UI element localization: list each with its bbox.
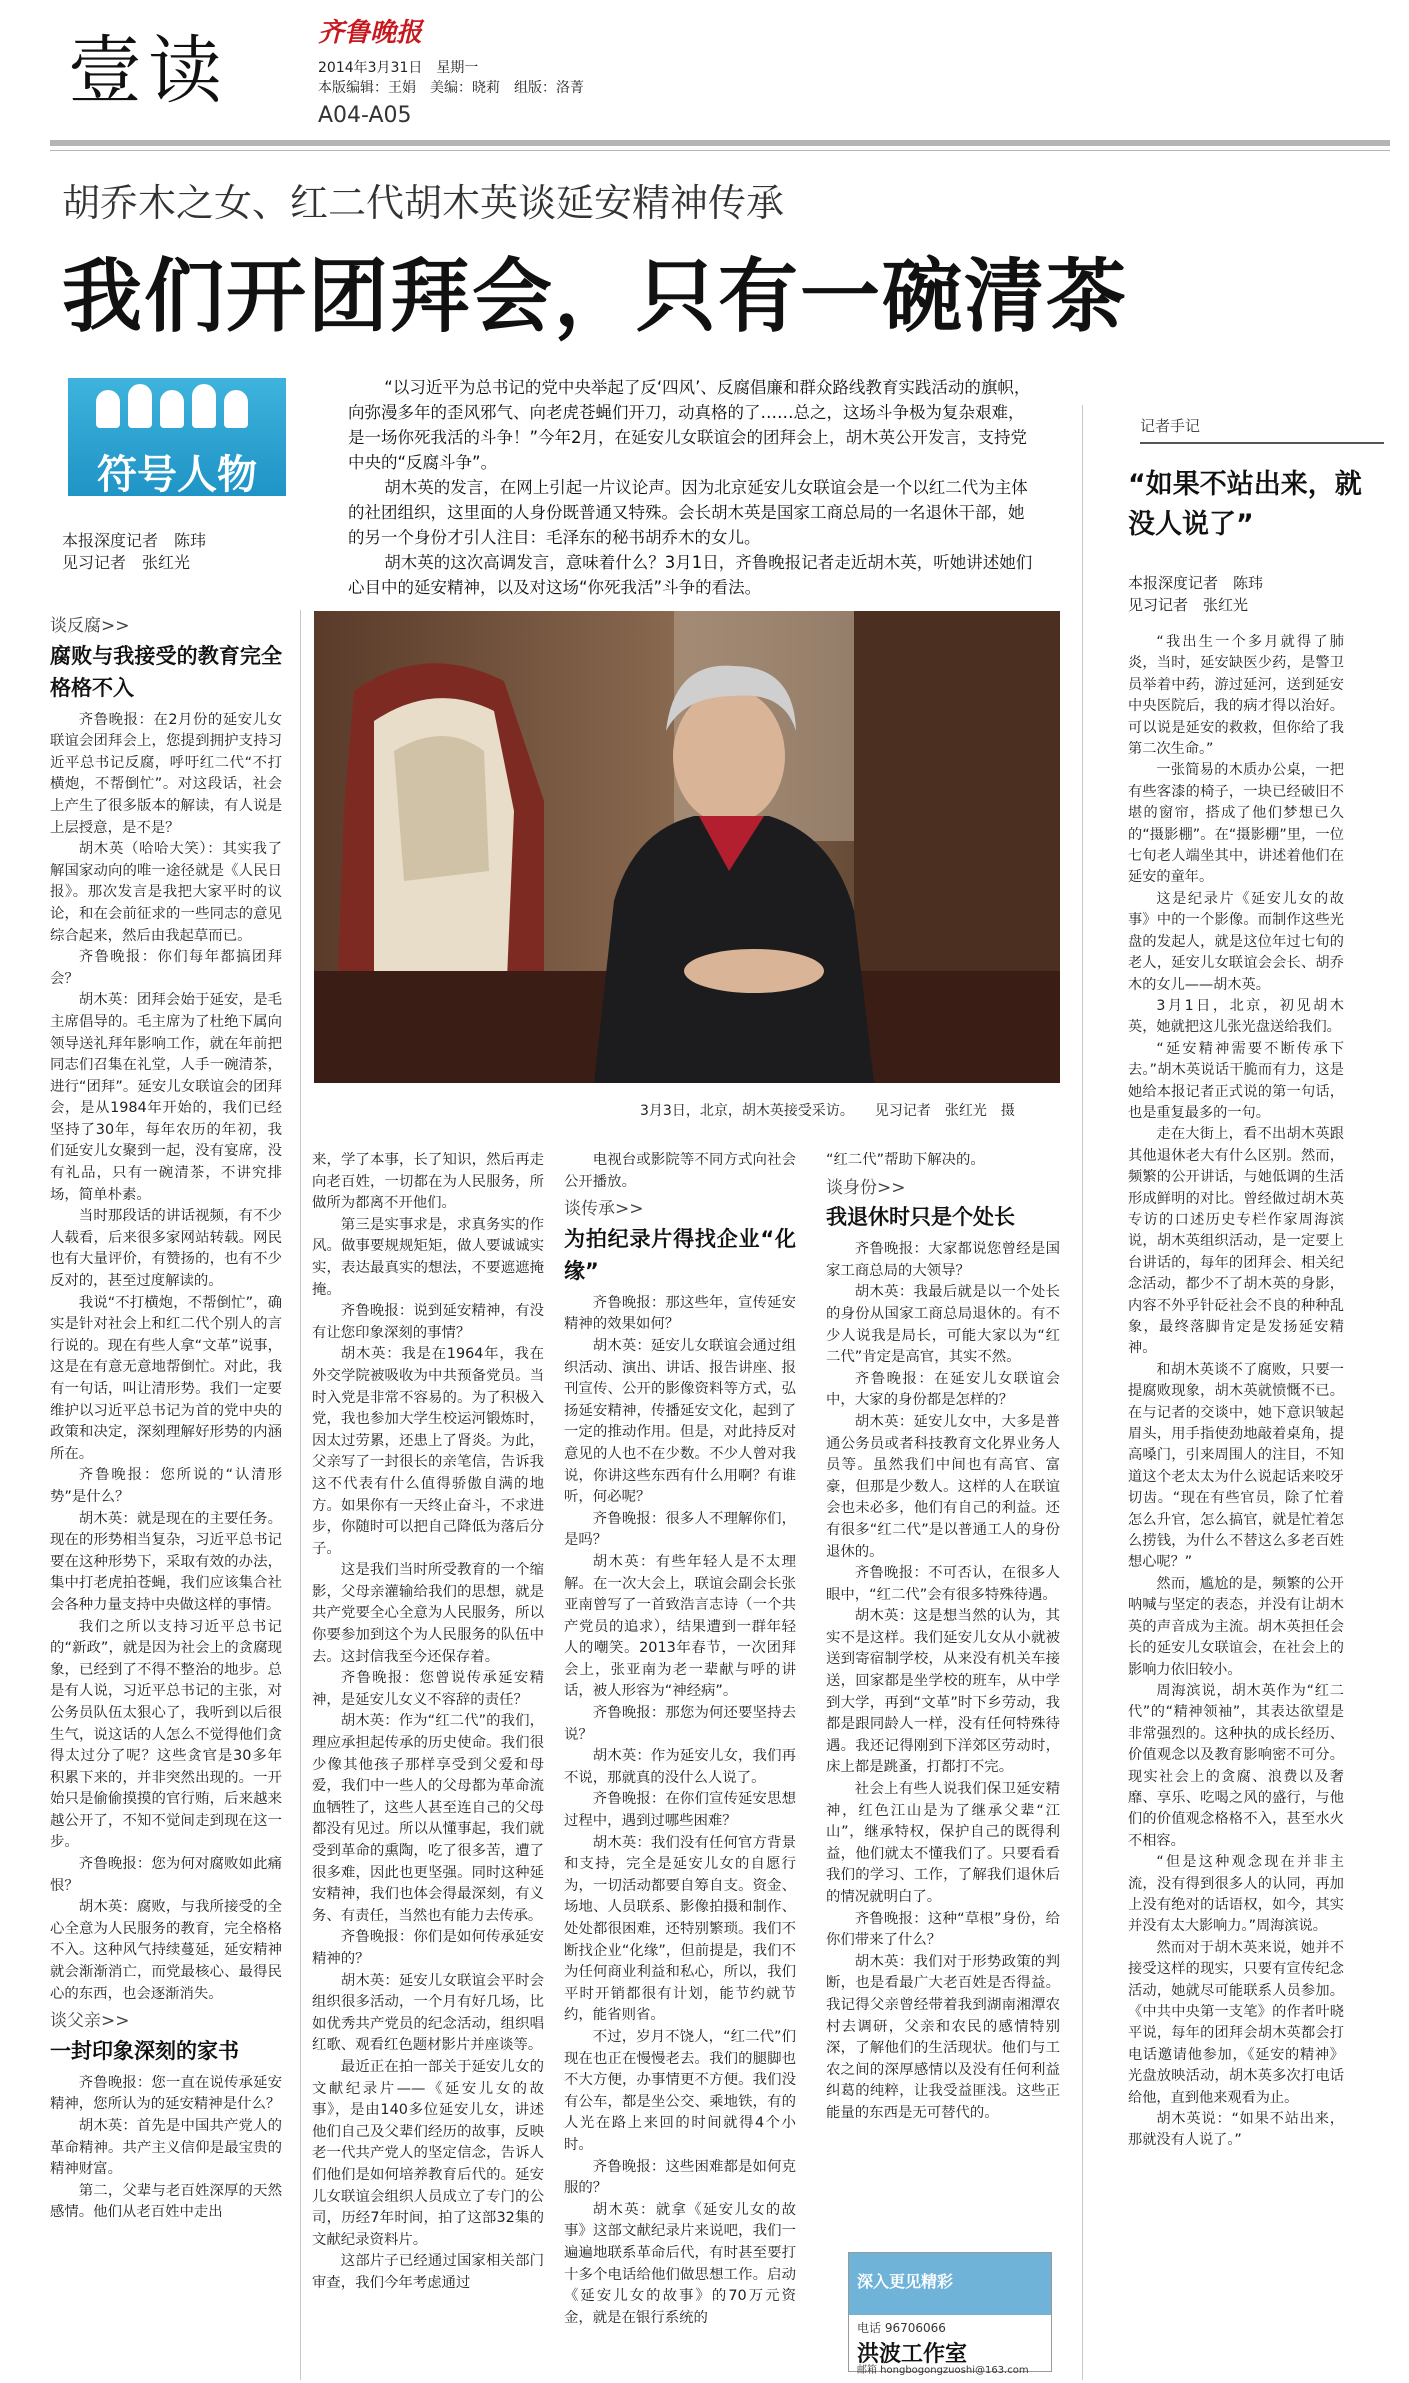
body-paragraph: 胡木英：有些年轻人是不太理解。在一次大会上，联谊会副会长张亚南曾写了一首致浩言志诗（一个共产党员的追求），结果遭到一群年轻人的嘲笑。2013年春节，一次团拜会上，张亚南为老一辈献与呼的讲话，被人形容为“神经病”。 [564,1553,796,1700]
masthead-rule-thin [50,150,1390,151]
sidebar-head: 记者手记 [1140,417,1201,435]
body-paragraph: 一张简易的木质办公桌，一把有些客漆的椅子，一块已经破旧不堪的窗帘，搭成了他们梦想已久的“摄影棚”。在“摄影棚”里，一位七旬老人端坐其中，讲述着他们在延安的童年。 [1128,762,1344,886]
body-paragraph: 3月1日，北京，初见胡木英，她就把这儿张光盘送给我们。 [1128,997,1344,1036]
masthead-meta [318,58,584,98]
body-paragraph: 胡木英：腐败，与我所接受的全心全意为人民服务的教育，完全格格不入。这种风气持续蔓延，延安精神就会渐渐消亡，而党最核心、最得民心的东西，也会逐渐消失。 [50,1899,282,2002]
section-tag: 谈身份>> [826,1177,906,1198]
byline-reporter: 本报深度记者 陈玮 [62,531,207,550]
promo-slogan: 深入更见精彩 [857,2272,954,2291]
body-paragraph: “红二代”帮助下解决的。 [826,1152,985,1168]
body-paragraph: 和胡木英谈不了腐败，只要一提腐败现象，胡木英就愤慨不已。在与记者的交谈中，她下意识皱起眉头，用手指使劲地敲着桌角，提高嗓门，引来周围人的注目，不知道这个老太太为什么说起话来咬牙切齿。“现在有些官员，除了忙着怎么升官，怎么搞官，就是忙着怎么捞钱，为什么不替这么多老百姓想心呢？” [1128,1361,1344,1571]
interview-photo [314,611,1060,1083]
body-paragraph: 然而对于胡木英来说，她并不接受这样的现实，只要有宣传纪念活动，她就尽可能联系人员参加。《中共中央第一支笔》的作者叶晓平说，每年的团拜会胡木英都会打电话邀请他参加，《延安的精神》光盘放映活动，胡木英多次打电话给他，直到他来观看为止。 [1128,1939,1344,2106]
body-paragraph: 胡木英：就是现在的主要任务。现在的形势相当复杂，习近平总书记要在这种形势下，采取有效的办法，集中打老虎拍苍蝇，我们应该集合社会各种力量支持中央做这样的事情。 [50,1510,282,1613]
body-paragraph: 这是我们当时所受教育的一个缩影，父母亲灌输给我们的思想，就是共产党要全心全意为人民服务，所以你要参加到这个为人民服务的队伍中去。这封信我至今还保存着。 [312,1562,544,1665]
promo-phone: 电话 96706066 [857,2321,946,2335]
person-icon [192,384,216,428]
body-paragraph: “我出生一个多月就得了肺炎，当时，延安缺医少药，是警卫员举着中药，游过延河，送到延安中央医院后，我的病才得以治好。可以说是延安的救救，但你给了我第二次生命。” [1128,634,1344,758]
lead-paragraph: 胡木英的这次高调发言，意味着什么？3月1日，齐鲁晚报记者走近胡木英，听她讲述她们心目中的延安精神，以及对这场“你死我活”斗争的看法。 [348,553,1033,597]
section-title: 腐败与我接受的教育完全格格不入 [50,643,282,700]
body-paragraph: 不过，岁月不饶人，“红二代”们现在也正在慢慢老去。我们的腿脚也不大方便，办事情更不方便。我们没有公车，都是坐公交、乘地铁，有的人光在路上来回的时间就得4个小时。 [564,2028,796,2153]
section-title: 为拍纪录片得找企业“化缘” [564,1226,796,1283]
body-paragraph: 齐鲁晚报：你们每年都搞团拜会？ [50,949,282,987]
body-paragraph: 齐鲁晚报：很多人不理解你们，是吗？ [564,1510,796,1549]
body-paragraph: 胡木英：就拿《延安儿女的故事》这部文献纪录片来说吧，我们一遍遍地联系革命后代，有时甚至要打十多个电话给他们做思想工作。启动《延安儿女的故事》的70万元资金，就是在银行系统的 [564,2201,796,2326]
body-paragraph: 来，学了本事，长了知识，然后再走向老百姓，一切都在为人民服务，所做所为都离不开他们。 [312,1152,544,1212]
body-paragraph: “延安精神需要不断传承下去。”胡木英说话干脆而有力，这是她给本报记者正式说的第一句话，也是重复最多的一句。 [1128,1040,1344,1121]
body-paragraph: 胡木英说：“如果不站出来，那就没有人说了。” [1128,2111,1344,2149]
body-paragraph: 社会上有些人说我们保卫延安精神，红色江山是为了继承父辈“江山”，继承特权，保护自己的既得利益，他们就太不懂我们了。只要看看我们的学习、工作，了解我们退休后的情况就明白了。 [826,1781,1060,1905]
body-paragraph: 胡木英：延安儿女中，大多是普通公务员或者科技教育文化界业务人员等。虽然我们中间也有高官、富豪，但那是少数人。这样的人在联谊会也未必多，他们有自己的利益。还有很多“红二代”是以普通工人的身份退休的。 [826,1413,1060,1560]
byline-reporter: 本报深度记者 陈玮 [1128,574,1264,592]
body-paragraph: 胡木英：我最后就是以一个处长的身份从国家工商总局退休的。有不少人说我是局长，可能大家以为“红二代”肯定是高官，其实不然。 [826,1284,1060,1366]
sidebar-title: “如果不站出来，就没人说了” [1128,469,1362,540]
section-title: 一封印象深刻的家书 [50,2038,239,2063]
body-paragraph: 这部片子已经通过国家相关部门审查，我们今年考虑通过 [312,2253,544,2291]
body-paragraph: 走在大街上，看不出胡木英跟其他退休老大有什么区别。然而，频繁的公开讲话，与她低调的生活形成鲜明的对比。曾经做过胡木英专访的口述历史专栏作家周海滨说，胡木英组织活动，是一定要上台讲话的，每年的团拜会、相关纪念活动，都少不了胡木英的身影，内容不外乎针砭社会不良的种种乱象，最终落脚肯定是发扬延安精神。 [1128,1126,1344,1357]
interview-photo-art [314,611,1060,1083]
body-paragraph: 齐鲁晚报：你们是如何传承延安精神的？ [312,1929,544,1967]
person-icon [96,390,120,428]
body-paragraph: 胡木英：延安儿女联谊会通过组织活动、演出、讲话、报告讲座、报刊宣传、公开的影像资料等方式，弘扬延安精神，传播延安文化，起到了一定的推动作用。但是，对此持反对意见的人也不在少数。不少人曾对我说，你讲这些东西有什么用啊？有谁听，何必呢？ [564,1337,796,1506]
body-paragraph: 齐鲁晚报：那这些年，宣传延安精神的效果如何？ [564,1294,796,1333]
body-paragraph: 齐鲁晚报：那您为何还要坚持去说？ [564,1705,796,1743]
person-icon [160,390,184,428]
body-paragraph: 胡木英：团拜会始于延安，是毛主席倡导的。毛主席为了杜绝下属向领导送礼拜年影响工作，就在年前把同志们召集在礼堂，人手一碗清茶，进行“团拜”。延安儿女联谊会的团拜会，是从1984年开始的，我们已经坚持了30年，每年农历的年初，我们延安儿女聚到一起，没有宴席，没有礼品，只有一碗清茶，不讲究排场，简单朴素。 [50,992,282,1203]
section-tag: 谈父亲>> [50,2011,130,2032]
promo-studio-name: 洪波工作室 [857,2342,968,2367]
sidebar-byline [1128,572,1263,616]
section-tag: 谈传承>> [564,1199,644,1220]
body-paragraph: “但是这种观念现在并非主流，没有得到很多人的认同，再加上没有绝对的话语权，如今，其实并没有太大影响力。”周海滨说。 [1128,1854,1344,1935]
article-lead [348,375,1038,600]
page-range: A04-A05 [318,103,412,128]
body-paragraph: 这是纪录片《延安儿女的故事》中的一个影像。而制作这些光盘的发起人，就是这位年过七旬的老人，延安儿女联谊会会长、胡乔木的女儿——胡木英。 [1128,890,1344,993]
body-paragraph: 齐鲁晚报：在你们宣传延安思想过程中，遇到过哪些困难？ [564,1791,796,1830]
lead-paragraph: “以习近平为总书记的党中央举起了反‘四风’、反腐倡廉和群众路线教育实践活动的旗帜，向弥漫多年的歪风邪气、向老虎苍蝇们开刀，动真格的了……总之，这场斗争极为复杂艰难，是一场你死我活的斗争！”今年2月，在延安儿女联谊会的团拜会上，胡木英公开发言，支持党中央的“反腐斗争”。 [348,378,1031,472]
body-paragraph: 齐鲁晚报：您所说的“认清形势”是什么？ [50,1467,282,1505]
body-paragraph: 胡木英：延安儿女联谊会平时会组织很多活动，一个月有好几场，比如优秀共产党员的纪念活动，组织唱红歌、观看红色题材影片并座谈等。 [312,1972,544,2054]
body-paragraph: 齐鲁晚报：不可否认，在很多人眼中，“红二代”会有很多特殊待遇。 [826,1565,1060,1603]
issue-date: 2014年3月31日 星期一 [318,60,479,76]
body-paragraph: 胡木英：作为延安儿女，我们再不说，那就真的没什么人说了。 [564,1748,796,1786]
masthead-rule [50,140,1390,146]
body-paragraph: 齐鲁晚报：说到延安精神，有没有让您印象深刻的事情？ [312,1303,544,1341]
sidebar-rule [1140,442,1384,444]
column-3 [564,1150,796,2329]
body-paragraph: 胡木英：我们对于形势政策的判断，也是看最广大老百姓是否得益。我记得父亲曾经带着我到湖南湘潭农村去调研，父亲和农民的感情特别深，了解他们的生活现状。他们与工农之间的深厚感情以及没有任何利益纠葛的纯粹，让我受益匪浅。这些正能量的东西是无可替代的。 [826,1953,1060,2121]
body-paragraph: 胡木英：首先是中国共产党人的革命精神。共产主义信仰是最宝贵的精神财富。 [50,2118,282,2178]
body-paragraph: 周海滨说，胡木英作为“红二代”的“精神领袖”，其表达欲望是非常强烈的。这种执的成长经历、价值观念以及教育影响密不可分。现实社会上的贪腐、浪费以及奢靡、享乐、吃喝之风的盛行，与他们的价值观念格格不入，甚至水火不相容。 [1128,1682,1344,1849]
body-paragraph: 第二，父辈与老百姓深厚的天然感情。他们从老百姓中走出 [50,2182,282,2221]
newspaper-logo: 齐鲁晚报 [318,18,423,48]
body-paragraph: 齐鲁晚报：这种“草根”身份，给你们带来了什么？ [826,1910,1060,1949]
body-paragraph: 齐鲁晚报：在延安儿女联谊会中，大家的身份都是怎样的？ [826,1370,1060,1409]
section-title: 我退休时只是个处长 [826,1205,1015,1230]
body-paragraph: 齐鲁晚报：大家都说您曾经是国家工商总局的大领导？ [826,1241,1060,1279]
byline-photographer: 见习记者 张红光 [62,553,191,572]
column-1 [50,610,282,2224]
person-icon [224,390,248,428]
article-kicker: 胡乔木之女、红二代胡木英谈延安精神传承 [62,181,785,225]
main-byline [62,530,206,574]
body-paragraph: 胡木英：这是想当然的认为，其实不是这样。我们延安儿女从小就被送到寄宿制学校，从来没有机关车接送，回家都是坐学校的班车，从中学到大学，再到“文革”时下乡劳动，我都是跟同龄人一样，没有任何特殊待遇。我还记得刚到下洋郊区劳动时，床上都是跳蚤，打都打不完。 [826,1608,1060,1776]
body-paragraph: 齐鲁晚报：这些困难都是如何克服的？ [564,2158,796,2197]
column-icon-label: 符号人物 [97,452,257,498]
body-paragraph: 我们之所以支持习近平总书记的“新政”，就是因为社会上的贪腐现象，已经到了不得不整治的地步。总是有人说，习近平总书记的主张，对公务员队伍太狠心了，我听到以后很生气，说这话的人怎么不觉得他们贪得太过分了呢？这些贪官是30多年积累下来的，并非突然出现的。一开始只是偷偷摸摸的官行贿，后来越来越公开了，不知不觉间走到现在这一步。 [50,1618,282,1851]
section-title: 壹读 [68,28,228,114]
body-paragraph: 我说“不打横炮，不帮倒忙”，确实是针对社会上和红二代个别人的言行说的。现在有些人拿“文革”说事，这是在有意无意地帮倒忙。对此，我有一句话，叫让清形势。我们一定要维护以习近平总书记为首的党中央的政策和决定，深刻理解好形势的内涵所在。 [50,1294,282,1462]
body-paragraph: 齐鲁晚报：您曾说传承延安精神，是延安儿女义不容辞的责任？ [312,1670,544,1708]
body-paragraph: 第三是实事求是，求真务实的作风。做事要规规矩矩，做人要诚诚实实，表达最真实的想法，不要遮遮掩掩。 [312,1216,544,1298]
body-paragraph: 当时那段话的讲话视频，有不少人载看，后来很多家网站转载。网民也有大量评价，有赞扬的，也有不少反对的，甚至过度解读的。 [50,1208,282,1290]
body-paragraph: 齐鲁晚报：在2月份的延安儿女联谊会团拜会上，您提到拥护支持习近平总书记反腐，呼吁红二代“不打横炮，不帮倒忙”。对这段话，社会上产生了很多版本的解读，有人说是上层授意，是不是？ [50,711,282,836]
studio-promo [848,2252,1052,2376]
promo-email: 邮箱 hongbogongzuoshi@163.com [857,2365,1029,2376]
photo-caption: 3月3日，北京，胡木英接受采访。 见习记者 张红光 摄 [640,1103,1015,1119]
section-tag: 谈反腐>> [50,616,130,636]
column-divider [1082,405,1083,2380]
person-icon [128,384,152,428]
body-paragraph: 最近正在拍一部关于延安儿女的文献纪录片——《延安儿女的故事》，是由140多位延安儿女，讲述他们自己及父辈们经历的故事，反映老一代共产党人的坚定信念，告诉人们他们是如何培养教育后代的。延安儿女联谊会组织人员成立了专门的公司，历经7年时间，拍了这部32集的文献纪录资料片。 [312,2058,544,2248]
body-paragraph: 齐鲁晚报：您一直在说传承延安精神，您所认为的延安精神是什么？ [50,2074,282,2113]
sidebar-body [1128,632,1344,2152]
body-paragraph: 电视台或影院等不同方式向社会公开播放。 [564,1152,796,1190]
body-paragraph: 胡木英：我们没有任何官方背景和支持，完全是延安儿女的自愿行为，一切活动都要自筹自支。资金、场地、人员联系、影像拍摄和制作、处处都很困难，还特别繁琐。我们不断找企业“化缘”，但前提是，我们不为任何商业利益和私心，所以，我们平时开销都很有计划，能节约就节约，能省则省。 [564,1834,796,2024]
lead-paragraph: 胡木英的发言，在网上引起一片议论声。因为北京延安儿女联谊会是一个以红二代为主体的社团组织，这里面的人身份既普通又特殊。会长胡木英是国家工商总局的一名退休干部，她的另一个身份才引人注目：毛泽东的秘书胡乔木的女儿。 [348,478,1028,547]
column-4 [826,1150,1060,2125]
body-paragraph: 胡木英：作为“红二代”的我们，理应承担起传承的历史使命。我们很少像其他孩子那样享受到父爱和母爱，我们中一些人的父母都为革命流血牺牲了，这些人甚至连自己的父母都没有见过。所以从懂事起，我们就受到革命的熏陶，吃了很多苦，遭了很多难，因此也更坚强。同时这种延安精神，我们也体会得最深刻，有义务、有责任，当然也有能力去传承。 [312,1713,544,1924]
column-divider [300,610,301,2380]
body-paragraph: 然而，尴尬的是，频繁的公开呐喊与坚定的表态，并没有让胡木英的声音成为主流。胡木英担任会长的延安儿女联谊会，在社会上的影响力依旧较小。 [1128,1575,1344,1678]
body-paragraph: 胡木英（哈哈大笑）：其实我了解国家动向的唯一途径就是《人民日报》。那次发言是我把大家平时的议论，和在会前征求的一些同志的意见综合起来，然后由我起草而已。 [50,841,282,944]
column-2 [312,1150,544,2294]
body-paragraph: 胡木英：我是在1964年，我在外交学院被吸收为中共预备党员。当时入党是非常不容易的。为了积极入党，我也参加大学生校运河锻炼时，因太过劳累，还患上了肾炎。为此，父亲写了一封很长的亲笔信，告诉我这不代表有什么值得骄傲自满的地方。如果你有一天终止奋斗，不求进步，你随时可以把自己降低为落后分子。 [312,1346,544,1557]
editor-credits: 本版编辑：王娟 美编：晓莉 组版：洛菁 [318,80,584,96]
body-paragraph: 齐鲁晚报：您为何对腐败如此痛恨？ [50,1856,282,1894]
article-headline: 我们开团拜会，只有一碗清茶 [62,250,1128,343]
byline-photographer: 见习记者 张红光 [1128,596,1249,614]
